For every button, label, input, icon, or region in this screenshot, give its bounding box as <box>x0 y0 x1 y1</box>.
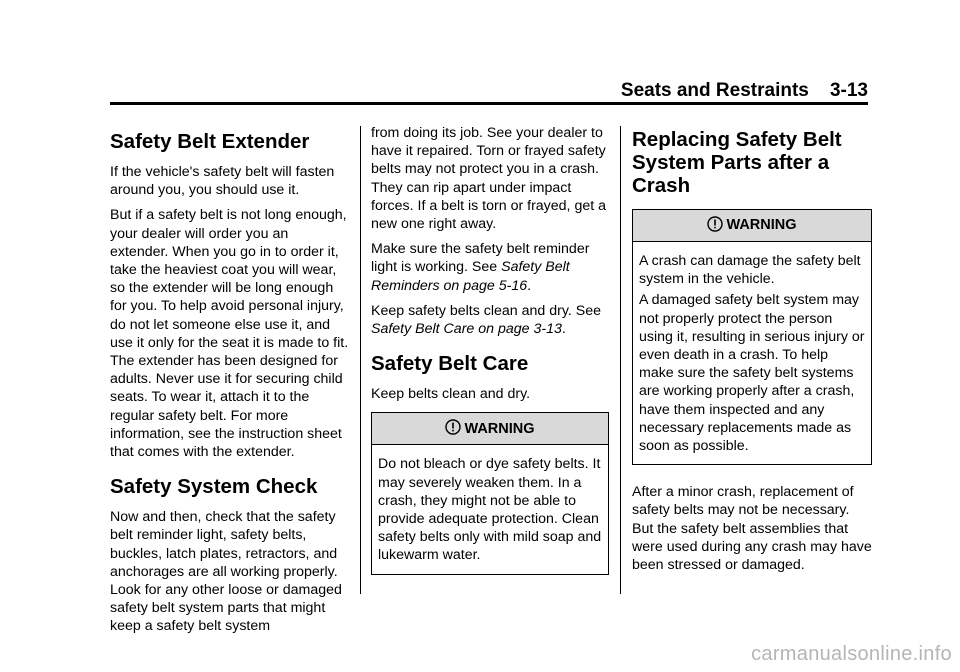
reminder-paragraph: Make sure the safety belt reminder light is working. See Safety Belt Reminders on page 5-16. <box>371 241 590 294</box>
warning-icon <box>707 216 723 232</box>
column-1 <box>110 124 350 643</box>
column-3 <box>632 124 872 581</box>
warning-header <box>633 210 871 242</box>
warning-icon <box>445 419 461 435</box>
clean-paragraph: Keep safety belts clean and dry. See Safety Belt Care on page 3-13. <box>371 302 602 338</box>
replace-heading: Replacing Safety Belt System Parts after a Crash <box>632 128 842 197</box>
warning-text-2: A damaged safety belt system may not properly protect the person using it, resulting in serious injury or even death in a crash. To help make sure the safety belt systems are working properly after a crash, have them inspected and any necessary replacements made as soon as possible. <box>639 292 865 455</box>
warning-label: WARNING <box>726 217 797 234</box>
care-warning-box <box>371 412 609 574</box>
after-crash-paragraph: After a minor crash, replacement of safety belts may not be necessary. But the safety belt assemblies that were used during any crash may have been stressed or damaged. <box>632 484 872 574</box>
warning-body <box>372 445 608 573</box>
check-heading: Safety System Check <box>110 475 318 499</box>
warning-label: WARNING <box>464 420 535 437</box>
extender-heading: Safety Belt Extender <box>110 130 310 153</box>
extender-paragraph-2: But if a safety belt is not long enough, your dealer will order you an extender. When you go in to order it, take the heaviest coat you will wear, so the extender will be long enough for you. To help avoid personal injury, do not let someone else use it, and use it only for the seat it is made to fit. The extender has been designed for adults. Never use it for securing child seats. To wear it, attach it to the regular safety belt. For more information, see the instruction sheet that comes with the extender. <box>110 207 349 461</box>
column-divider-2 <box>620 126 621 594</box>
header-title: Seats and Restraints 3-13 <box>620 80 868 101</box>
care-heading: Safety Belt Care <box>371 352 529 376</box>
check-paragraph-1: Now and then, check that the safety belt reminder light, safety belts, buckles, latch plates, retractors, and anchorages are all working properly. Look for any other loose or damaged safety belt system parts that might keep a safety belt system <box>110 509 342 635</box>
continued-paragraph: from doing its job. See your dealer to have it repaired. Torn or frayed safety belts may not protect you in a crash. They can rip apart under impact forces. If a belt is torn or frayed, get a new one right away. <box>371 125 606 233</box>
reminder-reference-link[interactable]: Safety Belt Reminders on page 5-16 <box>371 259 570 294</box>
header-rule <box>110 102 868 105</box>
care-paragraph: Keep belts clean and dry. <box>371 386 531 403</box>
extender-paragraph-1: If the vehicle's safety belt will fasten around you, you should use it. <box>110 164 335 199</box>
watermark: carmanualsonline.info <box>751 643 952 665</box>
warning-text-1: A crash can damage the safety belt system in the vehicle. <box>639 253 861 288</box>
column-divider-1 <box>360 126 361 594</box>
warning-text: Do not bleach or dye safety belts. It may severely weaken them. In a crash, they might not be able to provide adequate protection. Clean safety belts only with mild soap and lukewarm water. <box>378 456 602 564</box>
warning-body <box>633 242 871 464</box>
warning-header <box>372 413 608 445</box>
replace-warning-box <box>632 209 872 465</box>
care-reference-link[interactable]: Safety Belt Care on page 3-13 <box>371 321 562 338</box>
column-2 <box>371 124 609 587</box>
